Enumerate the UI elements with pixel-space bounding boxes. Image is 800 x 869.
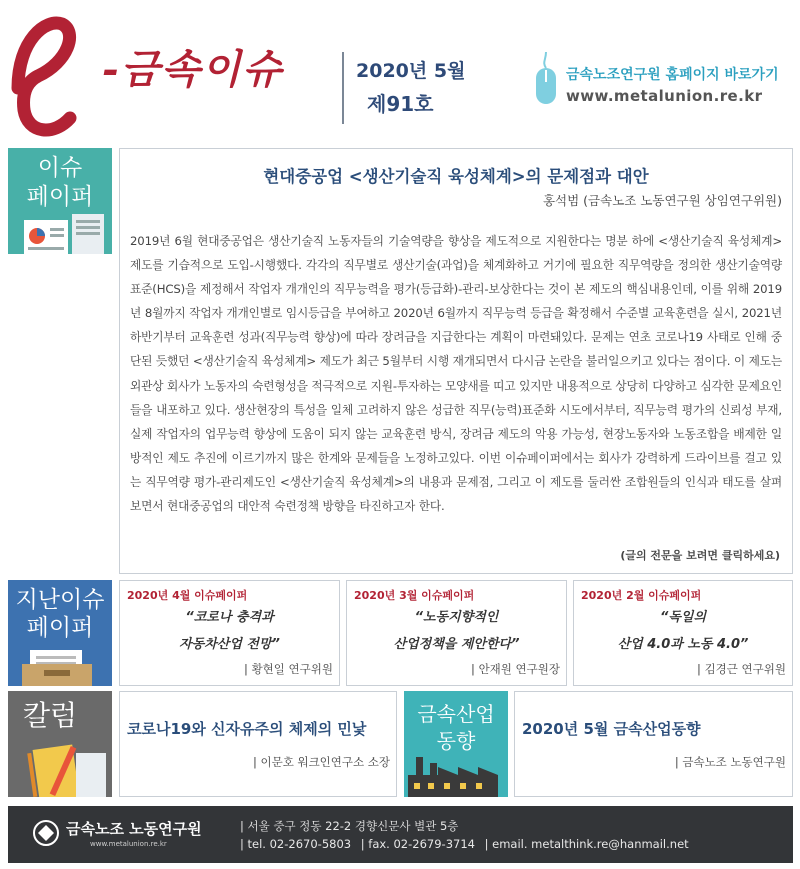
past-issue-date: 2020년 3월 이슈페이퍼 [354, 589, 475, 602]
past-issue-card[interactable] [119, 580, 340, 686]
mouse-icon[interactable] [534, 50, 558, 106]
article-summary: 2019년 6월 현대중공업은 생산기술직 노동자들의 기술역량을 향상을 제도적으로 지원한다는 명분 하에 <생산기술직 육성체계> 제도를 기습적으로 도입-시행했다. 각각의 직무별로 생산기술(과업)을 체계화하고 거기에 필요한 직무역량을 정의한 생산기술역량표준(HCS)을 제정해서 작업자 개개인의 직무능력을 평가(등급화)-관리-보상한다는 것이 본 제도의 핵심내용인데, 이를 위해 2019년 8월까지 작업자 개개인별로 임시등급을 부여하고 2020년 6월까지 직무능력 등급을 확정해서 수준별 교육훈련을 실시, 2021년 하반기부터 교육훈련 성과(직무능력 향상)에 따라 장려금을 지급한다는 계획이 마련돼있다. 문제는 연초 코로나19 사태로 인해 중단된 듯했던 <생산기술직 육성체계> 제도가 최근 5월부터 시행 재개되면서 다시금 논란을 불러일으키고 있다는 점이다. 이 제도는 외관상 회사가 노동자의 숙련형성을 적극적으로 지원-투자하는 모양새를 띠고 있지만 내용적으로 상당히 다양하고 심각한 문제요인들을 내포하고 있다. 생산현장의 특성을 일체 고려하지 않은 성급한 직무(능력)표준화 시도에서부터, 직무능력 평가의 신뢰성 부재, 실제 작업자의 업무능력 향상에 도움이 되지 않는 교육훈련 방식, 장려금 제도의 악용 가능성, 현장노동자와 노동조합을 배제한 일방적인 제도 추진에 이르기까지 많은 한계와 문제들을 노정하고있다. 이번 이슈페이퍼에서는 회사가 강력하게 드라이브를 걸고 있는 직무역량 평가-관리제도인 <생산기술직 육성체계>의 내용과 문제점, 그리고 이 제도를 둘러싼 조합원들의 인식과 태도를 살펴보면서 현대중공업의 대안적 숙련정책 방향을 타진하고자 한다. [130, 234, 782, 514]
past-issue-card[interactable] [346, 580, 567, 686]
union-logo-icon [32, 819, 60, 847]
issue-date: 2020년 5월 [356, 60, 466, 82]
brand-title: -금속이슈 [102, 46, 284, 93]
metal-trend-author: | 금속노조 노동연구원 [674, 755, 786, 769]
past-issue-date: 2020년 2월 이슈페이퍼 [581, 589, 702, 602]
past-issue-author: | 김경근 연구위원 [697, 662, 786, 676]
column-author: | 이문호 워크인연구소 소장 [252, 755, 390, 769]
article-author: 홍석범 (금속노조 노동연구원 상임연구위원) [542, 193, 782, 208]
tile-issue-paper-label: 이슈 페이퍼 [26, 155, 94, 210]
metal-trend-card[interactable] [514, 691, 793, 797]
column-card[interactable] [119, 691, 397, 797]
footer-contact [240, 837, 695, 851]
tile-past-issue-label: 지난이슈 페이퍼 [15, 587, 105, 641]
document-icon [18, 214, 108, 254]
header [0, 0, 800, 145]
footer-url[interactable]: www.metalunion.re.kr [90, 840, 167, 848]
metal-trend-title[interactable]: 2020년 5월 금속산업동향 [522, 720, 701, 738]
past-issue-card[interactable] [573, 580, 793, 686]
folder-icon [22, 648, 102, 686]
issue-number: 제91호 [367, 92, 434, 116]
tile-issue-paper [8, 148, 112, 254]
issue-paper-article[interactable] [119, 148, 793, 574]
homepage-url[interactable]: www.metalunion.re.kr [566, 87, 763, 105]
tile-column-label: 칼럼 [22, 699, 78, 732]
column-title[interactable]: 코로나19와 신자유주의 체제의 민낯 [127, 720, 367, 738]
notebook-pencil-icon [16, 743, 106, 797]
article-title[interactable]: 현대중공업 <생산기술직 육성체계>의 문제점과 대안 [263, 167, 649, 186]
factory-icon [404, 753, 508, 797]
footer-tel: | tel. 02-2670-5803 [240, 837, 352, 851]
past-issue-author: | 안재원 연구원장 [471, 662, 560, 676]
footer-fax: | fax. 02-2679-3714 [360, 837, 475, 851]
read-more-link[interactable]: (글의 전문을 보려면 클릭하세요) [620, 549, 780, 562]
past-issue-date: 2020년 4월 이슈페이퍼 [127, 589, 248, 602]
footer-email[interactable]: | email. metalthink.re@hanmail.net [484, 837, 689, 851]
e-logo-icon [8, 10, 78, 140]
header-divider [342, 52, 344, 124]
footer-address: | 서울 중구 정동 22-2 경향신문사 별관 5층 [240, 819, 459, 833]
homepage-link[interactable]: 금속노조연구원 홈페이지 바로가기 [566, 67, 779, 83]
past-issue-title[interactable]: “노동지향적인 산업정책을 제안한다” [393, 610, 520, 652]
tile-past-issue [8, 580, 112, 686]
tile-column [8, 691, 112, 797]
past-issue-title[interactable]: “독일의 산업 4.0과 노동 4.0” [617, 610, 749, 652]
past-issue-author: | 황현일 연구위원 [244, 662, 333, 676]
footer-org-name: 금속노조 노동연구원 [66, 820, 202, 838]
tile-metal-trend [404, 691, 508, 797]
footer [8, 806, 793, 863]
tile-metal-trend-label: 금속산업 동향 [417, 702, 495, 753]
past-issue-title[interactable]: “코로나 충격과 자동차산업 전망” [179, 610, 280, 652]
